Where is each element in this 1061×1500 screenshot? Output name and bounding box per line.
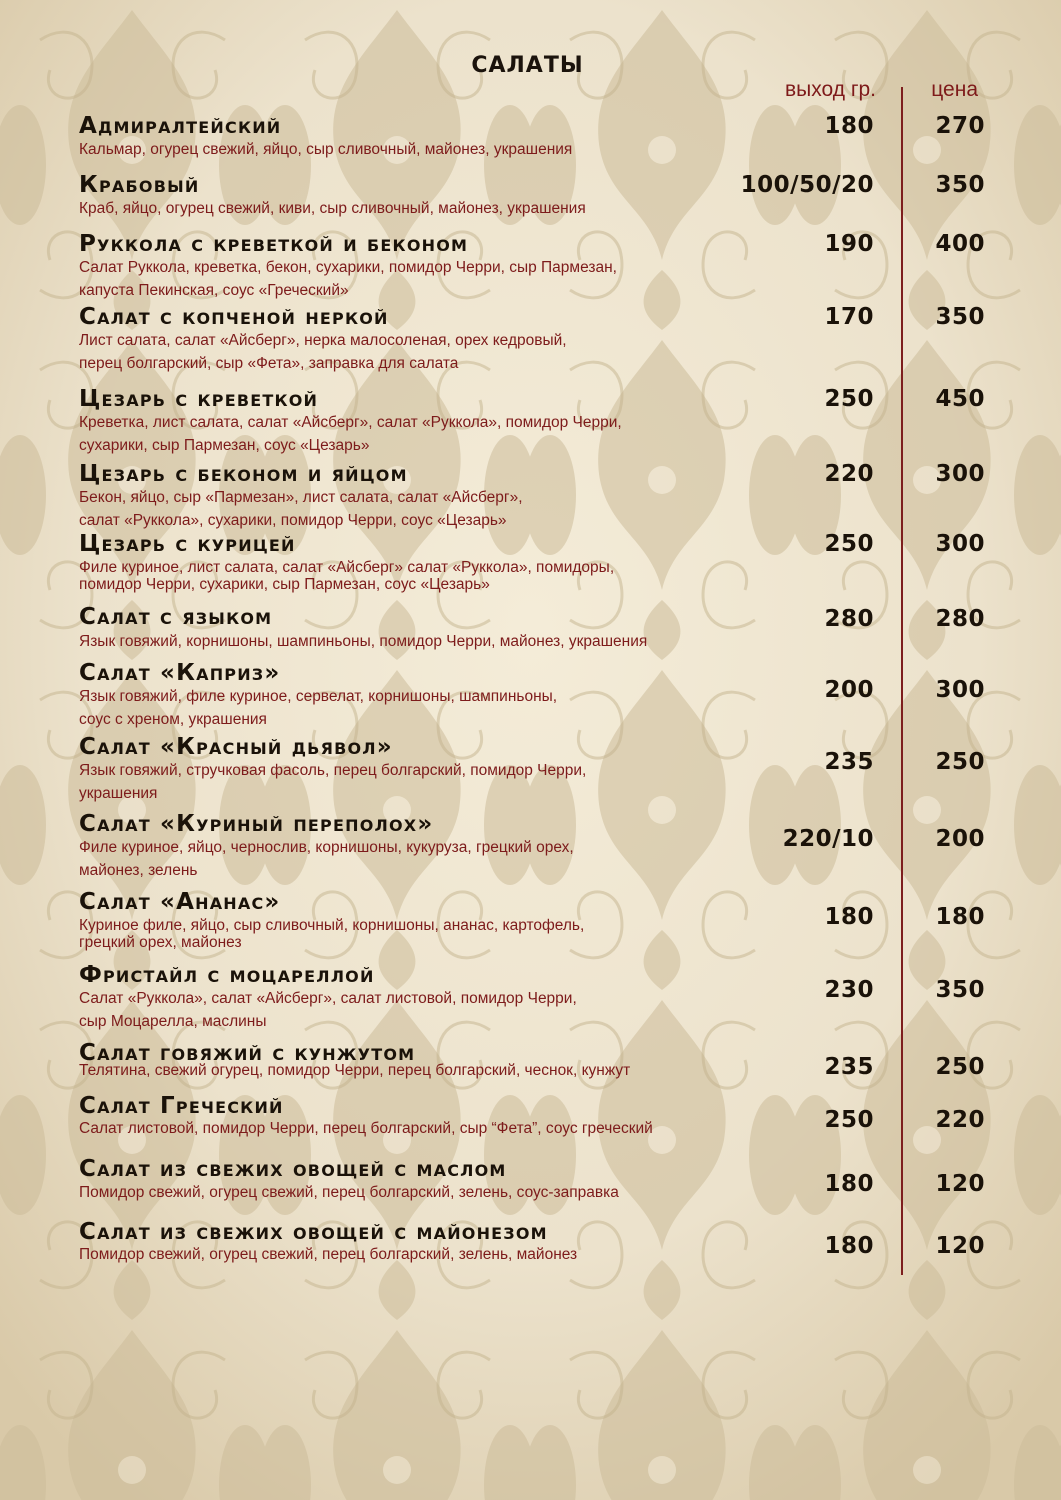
item-weight: 180	[824, 1171, 874, 1197]
item-name: Салат «Куриный переполох»	[79, 811, 434, 837]
item-name: Салат говяжий с кунжутом	[79, 1040, 416, 1066]
item-price: 300	[935, 531, 985, 557]
item-weight: 220	[824, 461, 874, 487]
item-description: Лист салата, салат «Айсберг», нерка малосоленая, орех кедровый, перец болгарский, сыр «Фета», заправка для салата	[79, 332, 567, 372]
item-weight: 200	[824, 677, 874, 703]
section-title: САЛАТЫ	[471, 53, 584, 78]
item-name: Цезарь с беконом и яйцом	[79, 461, 408, 487]
item-description: Бекон, яйцо, сыр «Пармезан», лист салата, салат «Айсберг», салат «Руккола», сухарики, помидор Черри, соус «Цезарь»	[79, 489, 523, 529]
item-price: 350	[935, 172, 985, 198]
item-price: 250	[935, 749, 985, 775]
item-description: Язык говяжий, корнишоны, шампиньоны, помидор Черри, майонез, украшения	[79, 633, 648, 650]
item-description: Краб, яйцо, огурец свежий, киви, сыр сливочный, майонез, украшения	[79, 200, 586, 217]
item-description: Креветка, лист салата, салат «Айсберг», салат «Руккола», помидор Черри, сухарики, сыр Пармезан, соус «Цезарь»	[79, 414, 622, 454]
item-price: 280	[935, 606, 985, 632]
item-description: Язык говяжий, филе куриное, сервелат, корнишоны, шампиньоны, соус с хреном, украшения	[79, 688, 558, 728]
item-description: Салат Руккола, креветка, бекон, сухарики, помидор Черри, сыр Пармезан, капуста Пекинская, соус «Греческий»	[79, 259, 617, 299]
item-name: Фристайл с моцареллой	[79, 962, 375, 988]
item-description: Салат «Руккола», салат «Айсберг», салат листовой, помидор Черри, сыр Моцарелла, маслины	[79, 990, 577, 1030]
item-name: Салат с языком	[79, 604, 273, 630]
column-divider	[901, 87, 903, 1275]
item-name: Салат «Каприз»	[79, 660, 281, 686]
item-price: 300	[935, 677, 985, 703]
item-weight: 190	[824, 231, 874, 257]
item-description: Салат листовой, помидор Черри, перец болгарский, сыр “Фета”, соус греческий	[79, 1120, 653, 1137]
item-weight: 100/50/20	[740, 172, 874, 198]
item-price: 180	[935, 904, 985, 930]
item-name: Адмиралтейский	[79, 113, 282, 139]
weight-column-header: выход гр.	[785, 78, 876, 101]
item-description: Помидор свежий, огурец свежий, перец болгарский, зелень, майонез	[79, 1246, 578, 1263]
item-price: 350	[935, 304, 985, 330]
item-name: Цезарь с креветкой	[79, 386, 319, 412]
item-description: Кальмар, огурец свежий, яйцо, сыр сливочный, майонез, украшения	[79, 141, 573, 158]
item-description: Телятина, свежий огурец, помидор Черри, перец болгарский, чеснок, кунжут	[79, 1062, 631, 1079]
item-weight: 180	[824, 904, 874, 930]
item-weight: 250	[824, 1107, 874, 1133]
item-weight: 235	[824, 1054, 874, 1080]
item-name: Салат из свежих овощей с майонезом	[79, 1219, 548, 1245]
item-name: Салат «Ананас»	[79, 889, 281, 915]
item-weight: 250	[824, 386, 874, 412]
price-column-header: цена	[931, 78, 978, 101]
item-name: Цезарь с курицей	[79, 531, 296, 557]
item-price: 450	[935, 386, 985, 412]
item-weight: 250	[824, 531, 874, 557]
item-price: 350	[935, 977, 985, 1003]
item-price: 220	[935, 1107, 985, 1133]
item-description: Филе куриное, лист салата, салат «Айсберг» салат «Руккола», помидоры, помидор Черри, сухарики, сыр Пармезан, соус «Цезарь»	[79, 559, 615, 593]
item-price: 120	[935, 1171, 985, 1197]
item-weight: 220/10	[782, 826, 874, 852]
item-weight: 170	[824, 304, 874, 330]
item-weight: 280	[824, 606, 874, 632]
item-description: Помидор свежий, огурец свежий, перец болгарский, зелень, соус-заправка	[79, 1184, 619, 1201]
item-price: 200	[935, 826, 985, 852]
item-description: Куриное филе, яйцо, сыр сливочный, корнишоны, ананас, картофель, грецкий орех, майонез	[79, 917, 585, 951]
item-description: Филе куриное, яйцо, чернослив, корнишоны, кукуруза, грецкий орех, майонез, зелень	[79, 839, 574, 879]
item-name: Салат с копченой неркой	[79, 304, 389, 330]
item-price: 400	[935, 231, 985, 257]
item-name: Салат Греческий	[79, 1093, 284, 1119]
item-weight: 230	[824, 977, 874, 1003]
item-weight: 180	[824, 113, 874, 139]
item-name: Салат «Красный дьявол»	[79, 734, 393, 760]
item-weight: 235	[824, 749, 874, 775]
item-price: 250	[935, 1054, 985, 1080]
item-weight: 180	[824, 1233, 874, 1259]
item-price: 270	[935, 113, 985, 139]
item-name: Руккола с креветкой и беконом	[79, 231, 469, 257]
item-name: Крабовый	[79, 172, 200, 198]
item-name: Салат из свежих овощей с маслом	[79, 1156, 507, 1182]
item-price: 120	[935, 1233, 985, 1259]
item-description: Язык говяжий, стручковая фасоль, перец болгарский, помидор Черри, украшения	[79, 762, 587, 802]
item-price: 300	[935, 461, 985, 487]
